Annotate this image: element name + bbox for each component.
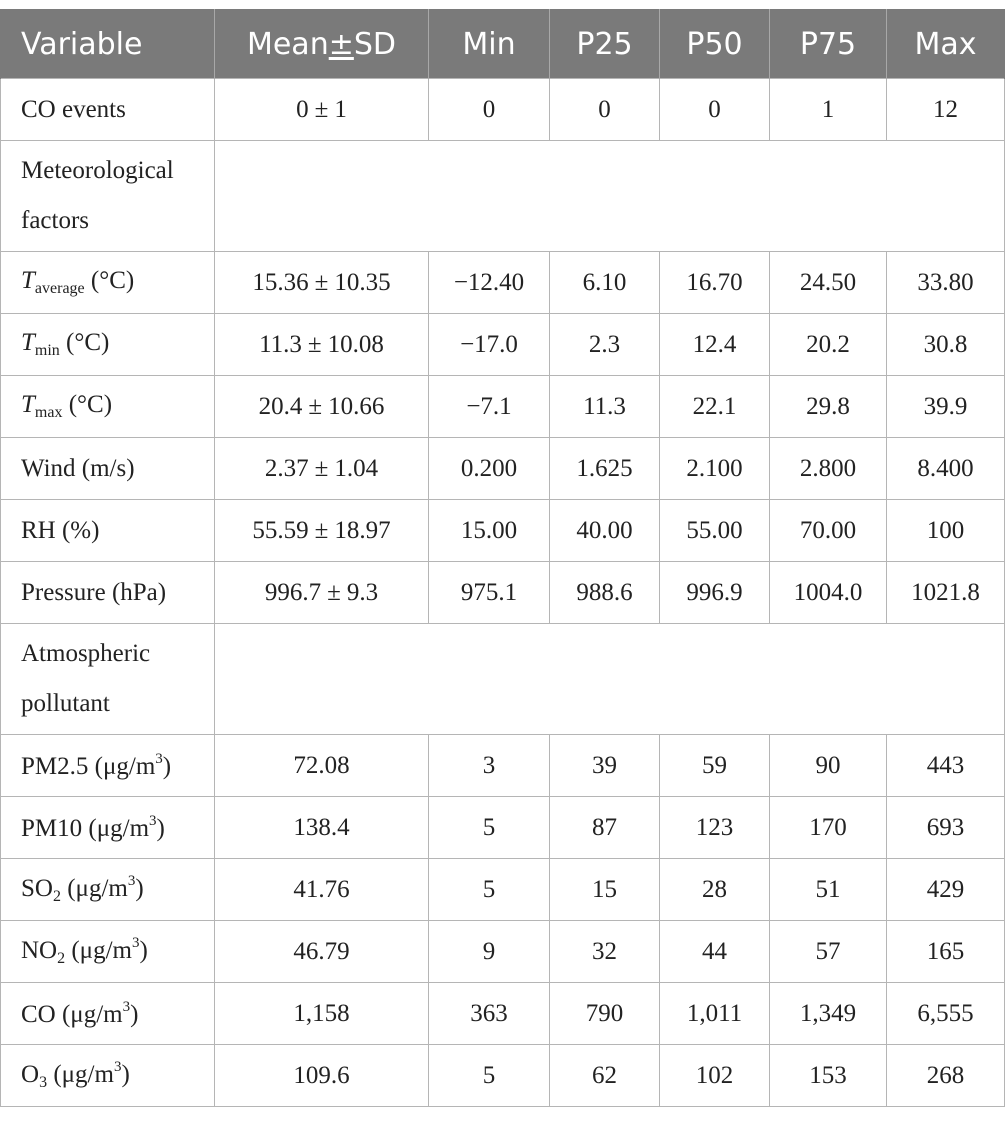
mean-value: 996.7 bbox=[264, 578, 322, 606]
cell-max: 1021.8 bbox=[887, 562, 1005, 624]
mean-value: 2.37 bbox=[264, 454, 309, 482]
cell-mean: 46.79 bbox=[215, 921, 429, 983]
sd-value: 1 bbox=[334, 95, 347, 123]
cell-p25: 87 bbox=[550, 797, 660, 859]
cell-max: 268 bbox=[887, 1045, 1005, 1107]
row-label bbox=[1, 314, 215, 376]
pollutant-name: SO bbox=[21, 875, 53, 902]
header-sd: SD bbox=[353, 26, 397, 62]
cell-p50: 12.4 bbox=[660, 314, 770, 376]
table-row-wind bbox=[1, 438, 1005, 500]
cell-max: 165 bbox=[887, 921, 1005, 983]
cell-mean-sd bbox=[215, 500, 429, 562]
pollutant-name: NO bbox=[21, 937, 58, 964]
cell-min: 9 bbox=[429, 921, 550, 983]
cell-p50: 1,011 bbox=[660, 983, 770, 1045]
table-row-no2 bbox=[1, 921, 1005, 983]
cell-max: 429 bbox=[887, 859, 1005, 921]
cell-p50: 2.100 bbox=[660, 438, 770, 500]
cell-mean: 72.08 bbox=[215, 735, 429, 797]
table-row-pm10 bbox=[1, 797, 1005, 859]
var-unit: (°C) bbox=[66, 329, 110, 356]
sd-value: 1.04 bbox=[334, 454, 379, 482]
unit-pre: (μg/m bbox=[71, 937, 132, 964]
unit-superscript: 3 bbox=[149, 812, 157, 829]
sd-value: 10.35 bbox=[334, 268, 391, 296]
unit-pre: (μg/m bbox=[88, 814, 150, 842]
cell-min: 5 bbox=[429, 1045, 550, 1107]
unit-post: ) bbox=[139, 937, 148, 964]
table-row-t-max bbox=[1, 376, 1005, 438]
unit-superscript: 3 bbox=[113, 1059, 122, 1075]
cell-p50: 123 bbox=[660, 797, 770, 859]
cell-mean-sd bbox=[215, 252, 429, 314]
unit-pre: (μg/m bbox=[61, 1000, 123, 1028]
group-label-meteorological bbox=[1, 141, 215, 252]
row-label bbox=[1, 1045, 215, 1107]
cell-p75: 20.2 bbox=[770, 314, 887, 376]
cell-max: 443 bbox=[887, 735, 1005, 797]
table-row-pressure bbox=[1, 562, 1005, 624]
cell-p75: 1 bbox=[770, 79, 887, 141]
mean-value: 55.59 bbox=[252, 516, 309, 544]
cell-p75: 57 bbox=[770, 921, 887, 983]
cell-max: 6,555 bbox=[887, 983, 1005, 1045]
cell-p50: 44 bbox=[660, 921, 770, 983]
row-label: Pressure (hPa) bbox=[1, 562, 215, 624]
header-p25: P25 bbox=[550, 10, 660, 79]
header-mean-sd bbox=[215, 10, 429, 79]
row-label: RH (%) bbox=[1, 500, 215, 562]
plus-minus-sign: ± bbox=[308, 392, 323, 420]
pollutant-subscript: 2 bbox=[57, 950, 66, 967]
cell-min: 15.00 bbox=[429, 500, 550, 562]
mean-value: 0 bbox=[296, 95, 309, 123]
row-label bbox=[1, 376, 215, 438]
table-row-t-min bbox=[1, 314, 1005, 376]
var-unit: (°C) bbox=[68, 391, 113, 418]
table-row-co bbox=[1, 983, 1005, 1045]
table-row-co-events bbox=[1, 79, 1005, 141]
table-row-t-average bbox=[1, 252, 1005, 314]
cell-p25: 988.6 bbox=[550, 562, 660, 624]
cell-p75: 29.8 bbox=[770, 376, 887, 438]
var-symbol: T bbox=[21, 391, 35, 418]
cell-min: 363 bbox=[429, 983, 550, 1045]
cell-p25: 790 bbox=[550, 983, 660, 1045]
cell-p75: 24.50 bbox=[770, 252, 887, 314]
sd-value: 10.08 bbox=[327, 330, 384, 358]
cell-mean: 109.6 bbox=[215, 1045, 429, 1107]
header-plus-minus: ± bbox=[328, 26, 354, 62]
mean-value: 15.36 bbox=[252, 268, 309, 296]
header-p75: P75 bbox=[770, 10, 887, 79]
table-row-so2 bbox=[1, 859, 1005, 921]
row-label bbox=[1, 735, 215, 797]
cell-p25: 62 bbox=[550, 1045, 660, 1107]
row-label bbox=[1, 921, 215, 983]
row-label: CO events bbox=[1, 79, 215, 141]
cell-max: 39.9 bbox=[887, 376, 1005, 438]
pollutant-subscript: 2 bbox=[52, 888, 61, 905]
mean-value: 20.4 bbox=[258, 392, 303, 420]
cell-p50: 28 bbox=[660, 859, 770, 921]
cell-p75: 2.800 bbox=[770, 438, 887, 500]
unit-post: ) bbox=[121, 1061, 130, 1088]
sd-value: 9.3 bbox=[346, 578, 379, 606]
row-label bbox=[1, 797, 215, 859]
unit-post: ) bbox=[135, 875, 144, 902]
cell-max: 30.8 bbox=[887, 314, 1005, 376]
cell-p25: 39 bbox=[550, 735, 660, 797]
cell-max: 693 bbox=[887, 797, 1005, 859]
unit-superscript: 3 bbox=[155, 750, 163, 767]
sd-value: 10.66 bbox=[328, 392, 385, 420]
cell-min: 3 bbox=[429, 735, 550, 797]
cell-p75: 1,349 bbox=[770, 983, 887, 1045]
sd-value: 18.97 bbox=[334, 516, 391, 544]
group-empty-cell bbox=[215, 624, 1005, 735]
cell-p75: 70.00 bbox=[770, 500, 887, 562]
cell-p25: 32 bbox=[550, 921, 660, 983]
group-label-line2: factors bbox=[21, 207, 90, 234]
row-label bbox=[1, 859, 215, 921]
cell-min: 5 bbox=[429, 859, 550, 921]
cell-p25: 0 bbox=[550, 79, 660, 141]
cell-min: −12.40 bbox=[429, 252, 550, 314]
unit-post: ) bbox=[156, 814, 165, 842]
plus-minus-sign: ± bbox=[314, 454, 329, 482]
unit-superscript: 3 bbox=[122, 998, 131, 1015]
cell-mean-sd bbox=[215, 376, 429, 438]
row-label: Wind (m/s) bbox=[1, 438, 215, 500]
cell-p25: 2.3 bbox=[550, 314, 660, 376]
cell-max: 12 bbox=[887, 79, 1005, 141]
table-row-rh bbox=[1, 500, 1005, 562]
unit-superscript: 3 bbox=[131, 935, 140, 951]
table-row-pm25 bbox=[1, 735, 1005, 797]
group-label-line2: pollutant bbox=[21, 690, 110, 717]
header-min: Min bbox=[429, 10, 550, 79]
unit-pre: (μg/m bbox=[94, 752, 156, 780]
row-label bbox=[1, 252, 215, 314]
table-header-row bbox=[1, 10, 1005, 79]
cell-min: 0 bbox=[429, 79, 550, 141]
cell-mean-sd bbox=[215, 314, 429, 376]
cell-max: 8.400 bbox=[887, 438, 1005, 500]
cell-min: 0.200 bbox=[429, 438, 550, 500]
cell-p25: 15 bbox=[550, 859, 660, 921]
cell-mean-sd bbox=[215, 79, 429, 141]
unit-post: ) bbox=[130, 1000, 139, 1028]
table-row-group-meteorological bbox=[1, 141, 1005, 252]
cell-mean: 1,158 bbox=[215, 983, 429, 1045]
unit-pre: (μg/m bbox=[67, 875, 128, 902]
cell-p50: 102 bbox=[660, 1045, 770, 1107]
plus-minus-sign: ± bbox=[307, 330, 322, 358]
header-p50: P50 bbox=[660, 10, 770, 79]
header-max: Max bbox=[887, 10, 1005, 79]
table-row-o3 bbox=[1, 1045, 1005, 1107]
cell-p50: 996.9 bbox=[660, 562, 770, 624]
cell-mean-sd bbox=[215, 562, 429, 624]
cell-p50: 55.00 bbox=[660, 500, 770, 562]
cell-max: 33.80 bbox=[887, 252, 1005, 314]
header-variable: Variable bbox=[1, 10, 215, 79]
plus-minus-sign: ± bbox=[314, 516, 329, 544]
cell-min: −7.1 bbox=[429, 376, 550, 438]
var-subscript: min bbox=[34, 342, 60, 359]
cell-max: 100 bbox=[887, 500, 1005, 562]
cell-p50: 16.70 bbox=[660, 252, 770, 314]
table-row-group-atmospheric bbox=[1, 624, 1005, 735]
group-empty-cell bbox=[215, 141, 1005, 252]
cell-p75: 90 bbox=[770, 735, 887, 797]
cell-mean: 138.4 bbox=[215, 797, 429, 859]
unit-post: ) bbox=[162, 752, 172, 780]
pollutant-name: PM2.5 bbox=[21, 752, 89, 780]
var-subscript: max bbox=[34, 404, 63, 421]
unit-pre: (μg/m bbox=[53, 1061, 114, 1088]
cell-min: −17.0 bbox=[429, 314, 550, 376]
cell-p75: 1004.0 bbox=[770, 562, 887, 624]
mean-value: 11.3 bbox=[259, 330, 302, 358]
cell-min: 5 bbox=[429, 797, 550, 859]
cell-mean: 41.76 bbox=[215, 859, 429, 921]
cell-p75: 170 bbox=[770, 797, 887, 859]
pollutant-name: O bbox=[21, 1061, 40, 1088]
cell-p75: 153 bbox=[770, 1045, 887, 1107]
pollutant-name: CO bbox=[21, 1000, 56, 1028]
cell-p75: 51 bbox=[770, 859, 887, 921]
statistics-table bbox=[0, 9, 1005, 1107]
var-symbol: T bbox=[21, 329, 35, 356]
pollutant-subscript: 3 bbox=[39, 1074, 48, 1091]
var-unit: (°C) bbox=[90, 267, 135, 294]
cell-p50: 22.1 bbox=[660, 376, 770, 438]
pollutant-name: PM10 bbox=[21, 814, 83, 842]
plus-minus-sign: ± bbox=[314, 95, 329, 123]
row-label bbox=[1, 983, 215, 1045]
cell-mean-sd bbox=[215, 438, 429, 500]
header-mean: Mean bbox=[246, 26, 329, 62]
var-symbol: T bbox=[21, 267, 35, 294]
plus-minus-sign: ± bbox=[314, 268, 329, 296]
plus-minus-sign: ± bbox=[327, 578, 341, 606]
group-label-line1: Atmospheric bbox=[21, 640, 151, 667]
cell-p25: 11.3 bbox=[550, 376, 660, 438]
cell-min: 975.1 bbox=[429, 562, 550, 624]
cell-p50: 0 bbox=[660, 79, 770, 141]
var-subscript: average bbox=[34, 280, 85, 297]
unit-superscript: 3 bbox=[127, 873, 136, 889]
cell-p25: 1.625 bbox=[550, 438, 660, 500]
group-label-atmospheric bbox=[1, 624, 215, 735]
cell-p25: 40.00 bbox=[550, 500, 660, 562]
cell-p25: 6.10 bbox=[550, 252, 660, 314]
cell-p50: 59 bbox=[660, 735, 770, 797]
group-label-line1: Meteorological bbox=[21, 157, 174, 184]
